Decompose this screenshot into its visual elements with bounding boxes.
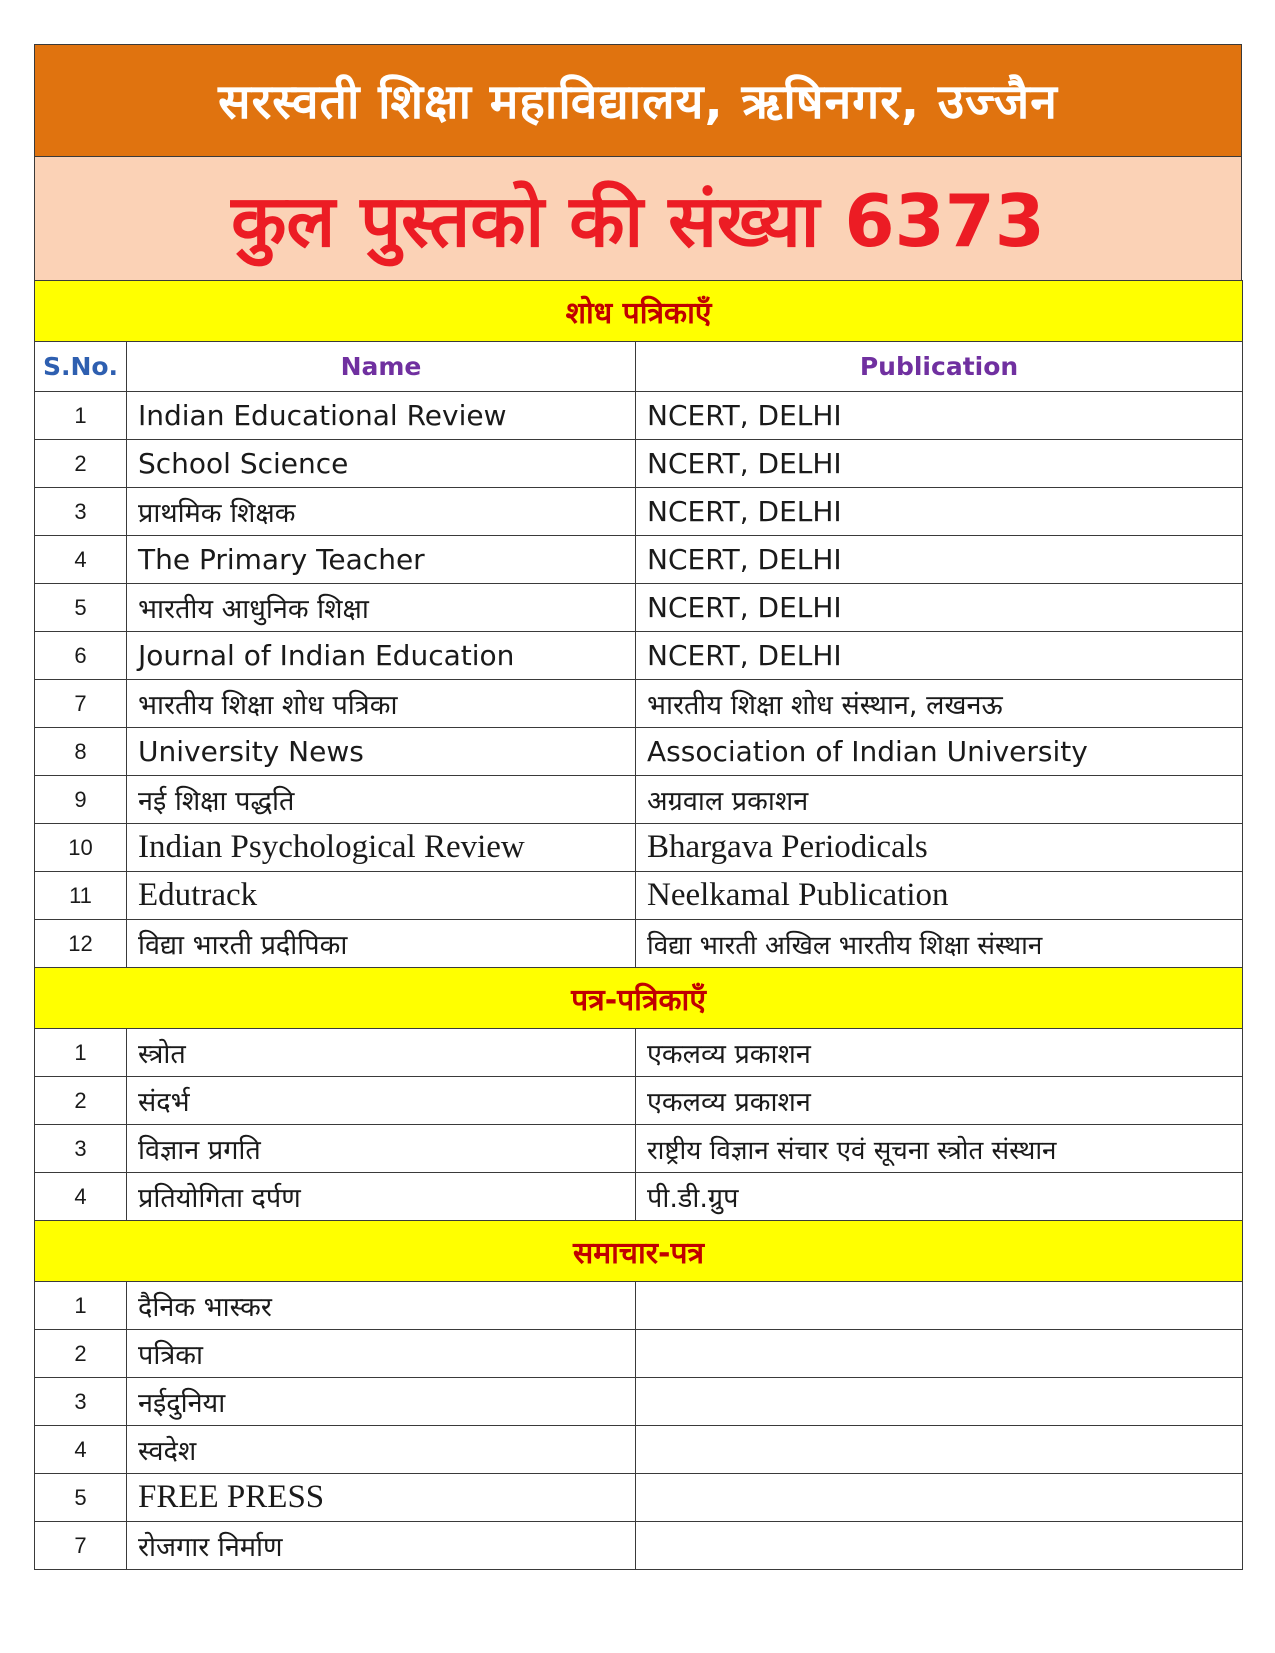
periodicals-table <box>34 280 1243 1570</box>
row-publication <box>636 1378 1243 1426</box>
row-sno: 1 <box>35 1282 127 1330</box>
row-publication: एकलव्य प्रकाशन <box>636 1077 1243 1125</box>
table-row <box>35 440 1243 488</box>
row-sno: 6 <box>35 632 127 680</box>
row-sno: 5 <box>35 1474 127 1522</box>
section-title-newspapers: समाचार-पत्र <box>35 1221 1243 1282</box>
row-name: School Science <box>127 440 636 488</box>
table-row <box>35 584 1243 632</box>
row-sno: 11 <box>35 872 127 920</box>
section-header-row <box>35 968 1243 1029</box>
table-row <box>35 536 1243 584</box>
row-sno: 8 <box>35 728 127 776</box>
table-row <box>35 632 1243 680</box>
table-row <box>35 1378 1243 1426</box>
table-row <box>35 824 1243 872</box>
row-sno: 4 <box>35 1426 127 1474</box>
row-publication <box>636 1474 1243 1522</box>
row-name: संदर्भ <box>127 1077 636 1125</box>
row-sno: 4 <box>35 1173 127 1221</box>
row-name: पत्रिका <box>127 1330 636 1378</box>
total-books-count: कुल पुस्तको की संख्या 6373 <box>34 157 1242 280</box>
row-sno: 5 <box>35 584 127 632</box>
column-header-sno: S.No. <box>35 342 127 392</box>
row-name: Indian Educational Review <box>127 392 636 440</box>
column-header-row <box>35 342 1243 392</box>
table-row <box>35 488 1243 536</box>
table-row <box>35 1077 1243 1125</box>
row-name: प्रतियोगिता दर्पण <box>127 1173 636 1221</box>
row-name: स्वदेश <box>127 1426 636 1474</box>
row-name: विज्ञान प्रगति <box>127 1125 636 1173</box>
column-header-publication: Publication <box>636 342 1243 392</box>
row-publication: NCERT, DELHI <box>636 632 1243 680</box>
row-publication: राष्ट्रीय विज्ञान संचार एवं सूचना स्त्रोत संस्थान <box>636 1125 1243 1173</box>
section-title-research-journals: शोध पत्रिकाएँ <box>35 281 1243 342</box>
row-name: नई शिक्षा पद्धति <box>127 776 636 824</box>
table-row <box>35 1029 1243 1077</box>
row-sno: 1 <box>35 1029 127 1077</box>
row-publication <box>636 1426 1243 1474</box>
row-sno: 7 <box>35 1522 127 1570</box>
library-sheet <box>34 44 1242 1570</box>
row-publication: NCERT, DELHI <box>636 536 1243 584</box>
section-header-row <box>35 1221 1243 1282</box>
row-publication: Association of Indian University <box>636 728 1243 776</box>
section-title-magazines: पत्र-पत्रिकाएँ <box>35 968 1243 1029</box>
row-publication: विद्या भारती अखिल भारतीय शिक्षा संस्थान <box>636 920 1243 968</box>
row-sno: 10 <box>35 824 127 872</box>
row-sno: 3 <box>35 488 127 536</box>
row-name: University News <box>127 728 636 776</box>
row-sno: 4 <box>35 536 127 584</box>
row-publication: NCERT, DELHI <box>636 440 1243 488</box>
row-publication <box>636 1330 1243 1378</box>
row-sno: 2 <box>35 1077 127 1125</box>
row-name: स्त्रोत <box>127 1029 636 1077</box>
row-name: नईदुनिया <box>127 1378 636 1426</box>
row-name: FREE PRESS <box>127 1474 636 1522</box>
row-name: विद्या भारती प्रदीपिका <box>127 920 636 968</box>
row-publication: NCERT, DELHI <box>636 584 1243 632</box>
row-sno: 7 <box>35 680 127 728</box>
row-name: प्राथमिक शिक्षक <box>127 488 636 536</box>
row-sno: 2 <box>35 1330 127 1378</box>
row-name: Indian Psychological Review <box>127 824 636 872</box>
row-publication <box>636 1522 1243 1570</box>
table-row <box>35 680 1243 728</box>
table-row <box>35 920 1243 968</box>
row-sno: 2 <box>35 440 127 488</box>
table-row <box>35 1125 1243 1173</box>
row-publication <box>636 1282 1243 1330</box>
table-row <box>35 1522 1243 1570</box>
table-row <box>35 1426 1243 1474</box>
row-sno: 12 <box>35 920 127 968</box>
college-title: सरस्वती शिक्षा महाविद्यालय, ऋषिनगर, उज्जैन <box>34 44 1242 157</box>
row-sno: 9 <box>35 776 127 824</box>
table-row <box>35 392 1243 440</box>
row-sno: 1 <box>35 392 127 440</box>
row-publication: NCERT, DELHI <box>636 392 1243 440</box>
table-row <box>35 1282 1243 1330</box>
table-row <box>35 1330 1243 1378</box>
row-name: Journal of Indian Education <box>127 632 636 680</box>
table-row <box>35 728 1243 776</box>
row-publication: भारतीय शिक्षा शोध संस्थान, लखनऊ <box>636 680 1243 728</box>
row-publication: एकलव्य प्रकाशन <box>636 1029 1243 1077</box>
row-name: The Primary Teacher <box>127 536 636 584</box>
row-name: भारतीय शिक्षा शोध पत्रिका <box>127 680 636 728</box>
row-publication: अग्रवाल प्रकाशन <box>636 776 1243 824</box>
row-publication: Neelkamal Publication <box>636 872 1243 920</box>
table-row <box>35 776 1243 824</box>
section-header-row <box>35 281 1243 342</box>
table-row <box>35 872 1243 920</box>
column-header-name: Name <box>127 342 636 392</box>
row-name: भारतीय आधुनिक शिक्षा <box>127 584 636 632</box>
row-name: रोजगार निर्माण <box>127 1522 636 1570</box>
row-sno: 3 <box>35 1125 127 1173</box>
row-sno: 3 <box>35 1378 127 1426</box>
row-publication: पी.डी.ग्रुप <box>636 1173 1243 1221</box>
table-row <box>35 1173 1243 1221</box>
row-name: दैनिक भास्कर <box>127 1282 636 1330</box>
row-publication: Bhargava Periodicals <box>636 824 1243 872</box>
table-row <box>35 1474 1243 1522</box>
row-publication: NCERT, DELHI <box>636 488 1243 536</box>
row-name: Edutrack <box>127 872 636 920</box>
